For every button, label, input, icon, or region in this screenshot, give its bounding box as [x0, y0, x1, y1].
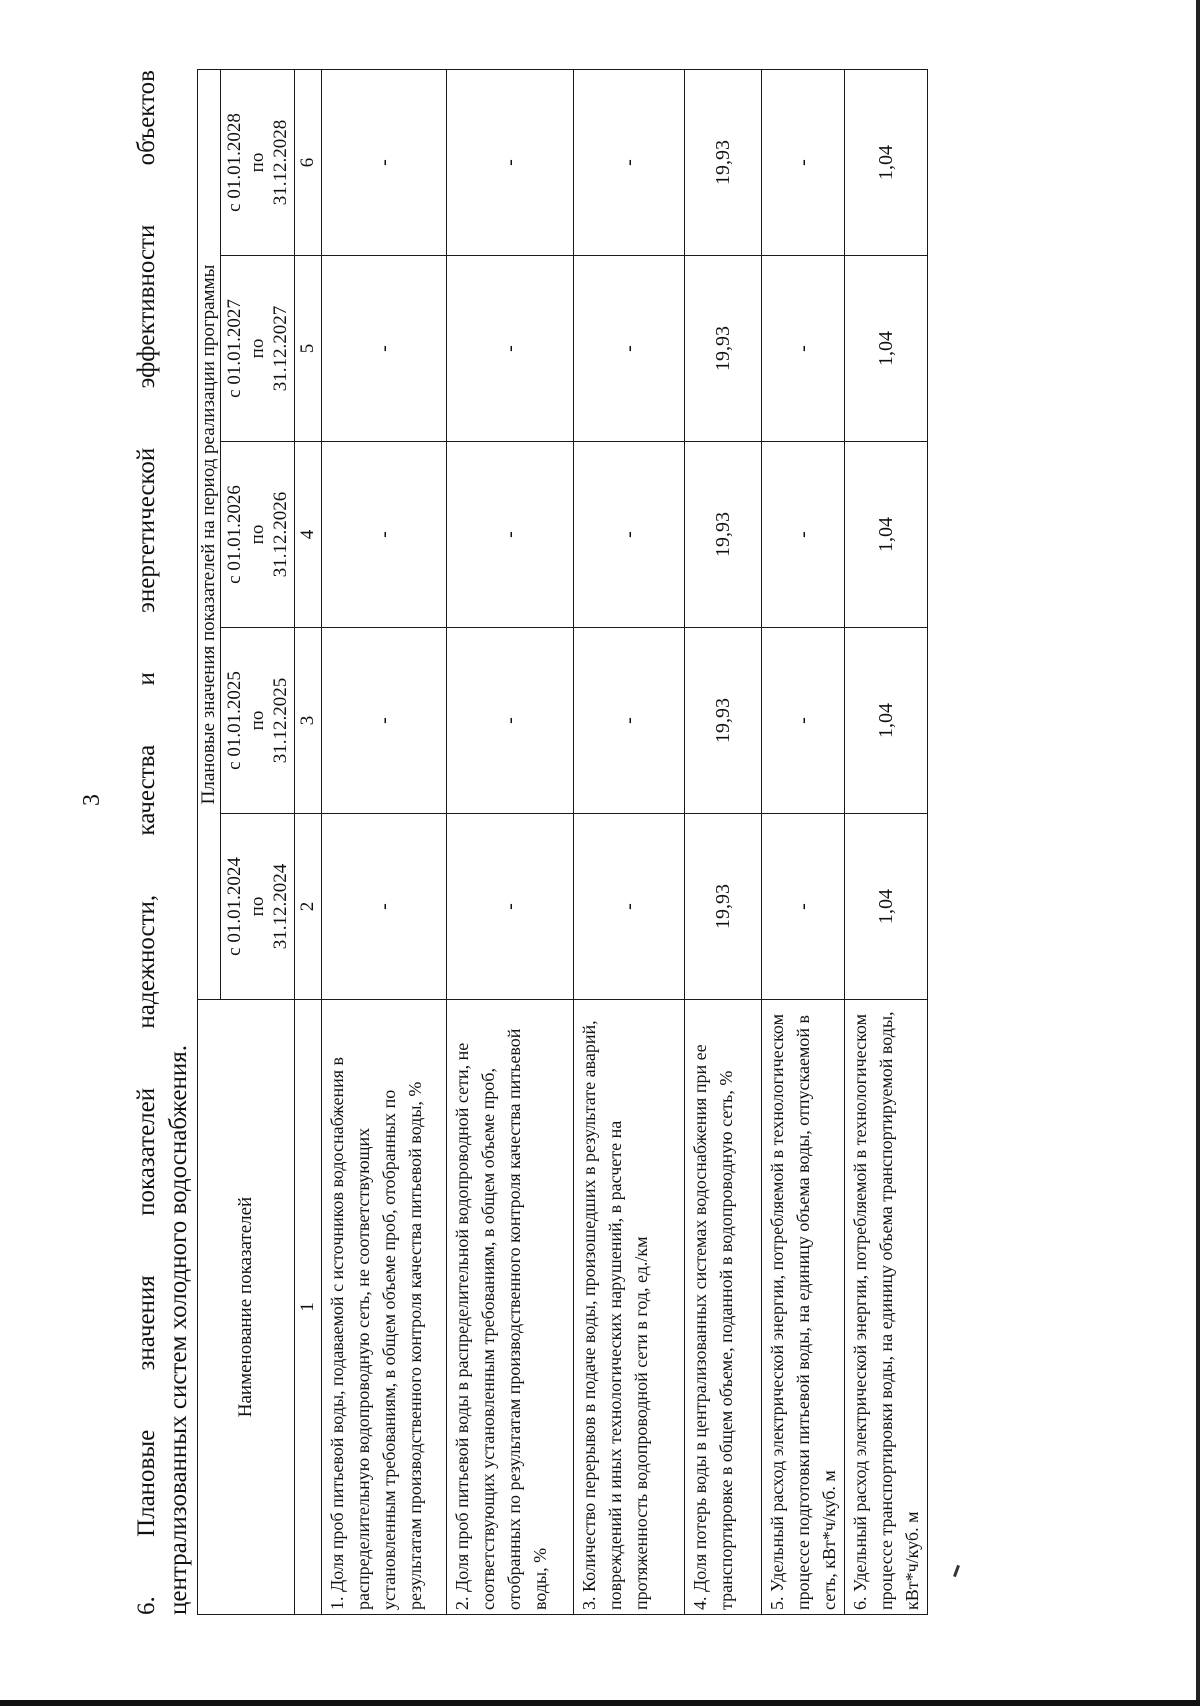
period-to-word: по	[247, 338, 268, 359]
column-number: 3	[295, 628, 322, 814]
table-row	[845, 70, 928, 1615]
period-to: 31.12.2028	[270, 119, 291, 206]
period-to: 31.12.2026	[270, 491, 291, 578]
indicator-value: -	[762, 814, 845, 1000]
table-row	[762, 70, 845, 1615]
table-row	[447, 70, 574, 1615]
period-to: 31.12.2024	[270, 863, 291, 950]
indicator-value: 19,93	[685, 256, 762, 442]
indicator-value: -	[762, 70, 845, 256]
table-row	[685, 70, 762, 1615]
period-from: с 01.01.2024	[224, 857, 245, 956]
indicator-value: -	[762, 628, 845, 814]
indicator-value: -	[322, 70, 447, 256]
indicator-value: -	[322, 256, 447, 442]
indicator-value: 19,93	[685, 814, 762, 1000]
header-period-2028	[221, 70, 295, 256]
table-row	[322, 70, 447, 1615]
period-to: 31.12.2025	[270, 677, 291, 764]
heading-line-2: централизованных систем холодного водоснабжения.	[165, 1045, 192, 1615]
period-from: с 01.01.2026	[224, 485, 245, 584]
indicator-value: -	[447, 256, 574, 442]
indicator-value: -	[322, 628, 447, 814]
indicator-value: -	[574, 442, 685, 628]
indicator-value: -	[447, 814, 574, 1000]
indicator-name: 1. Доля проб питьевой воды, подаваемой с источников водоснабжения в распределительную водопроводную сеть, не соответствующих установленным требованиям, в общем объеме проб, отобранных по результатам производственного контроля качества питьевой воды, %	[322, 1000, 447, 1615]
indicator-name: 6. Удельный расход электрической энергии, потребляемой в технологическом процессе транспортировки воды, на единицу объема транспортируемой воды, кВт*ч/куб. м	[845, 1000, 928, 1615]
indicator-value: -	[447, 70, 574, 256]
column-number: 6	[295, 70, 322, 256]
table-row	[574, 70, 685, 1615]
period-from: с 01.01.2025	[224, 671, 245, 770]
header-indicator-name: Наименование показателей	[198, 1000, 295, 1615]
indicator-value: 1,04	[845, 256, 928, 442]
period-to-word: по	[247, 524, 268, 545]
scan-edge-right	[1196, 0, 1200, 1706]
indicator-value: 1,04	[845, 70, 928, 256]
indicator-value: -	[322, 442, 447, 628]
column-number: 1	[295, 1000, 322, 1615]
indicator-value: 1,04	[845, 814, 928, 1000]
period-from: с 01.01.2027	[224, 299, 245, 398]
header-period-2026	[221, 442, 295, 628]
scan-edge-bottom	[0, 1700, 1200, 1706]
indicator-value: -	[574, 628, 685, 814]
heading-line-1: 6. Плановые значения показателей надежности, качества и энергетической эффективности объектов	[133, 70, 160, 1615]
indicator-value: -	[447, 628, 574, 814]
column-number-row	[295, 70, 322, 1615]
indicators-table	[197, 69, 928, 1615]
column-number: 4	[295, 442, 322, 628]
page-number: 3	[79, 794, 105, 806]
indicator-name: 2. Доля проб питьевой воды в распределительной водопроводной сети, не соответствующих установленным требованиям, в общем объеме проб, отобранных по результатам производственного контроля качества питьевой воды, %	[447, 1000, 574, 1615]
indicator-value: -	[574, 70, 685, 256]
indicator-value: 1,04	[845, 442, 928, 628]
rotated-content	[131, 70, 1081, 1615]
indicator-value: -	[447, 442, 574, 628]
indicator-value: -	[574, 256, 685, 442]
indicator-value: -	[762, 442, 845, 628]
indicator-value: 19,93	[685, 628, 762, 814]
indicator-name: 5. Удельный расход электрической энергии, потребляемой в технологическом процессе подготовки питьевой воды, на единицу объема воды, отпускаемой в сеть, кВт*ч/куб. м	[762, 1000, 845, 1615]
indicator-value: 19,93	[685, 442, 762, 628]
indicator-name: 3. Количество перерывов в подаче воды, произошедших в результате аварий, повреждений и иных технологических нарушений, в расчете на протяженность водопроводной сети в год, ед./км	[574, 1000, 685, 1615]
header-period-2027	[221, 256, 295, 442]
column-number: 2	[295, 814, 322, 1000]
header-row-group	[198, 70, 221, 1615]
indicator-value: 1,04	[845, 628, 928, 814]
indicator-value: -	[574, 814, 685, 1000]
indicator-value: 19,93	[685, 70, 762, 256]
header-planned-values: Плановые значения показателей на период реализации программы	[198, 70, 221, 1000]
period-from: с 01.01.2028	[224, 113, 245, 212]
indicator-value: -	[762, 256, 845, 442]
period-to-word: по	[247, 152, 268, 173]
indicator-value: -	[322, 814, 447, 1000]
column-number: 5	[295, 256, 322, 442]
header-period-2024	[221, 814, 295, 1000]
section-heading	[131, 70, 195, 1615]
period-to: 31.12.2027	[270, 305, 291, 392]
header-period-2025	[221, 628, 295, 814]
period-to-word: по	[247, 896, 268, 917]
period-to-word: по	[247, 710, 268, 731]
indicator-name: 4. Доля потерь воды в централизованных системах водоснабжения при ее транспортировке в общем объеме, поданной в водопроводную сеть, %	[685, 1000, 762, 1615]
